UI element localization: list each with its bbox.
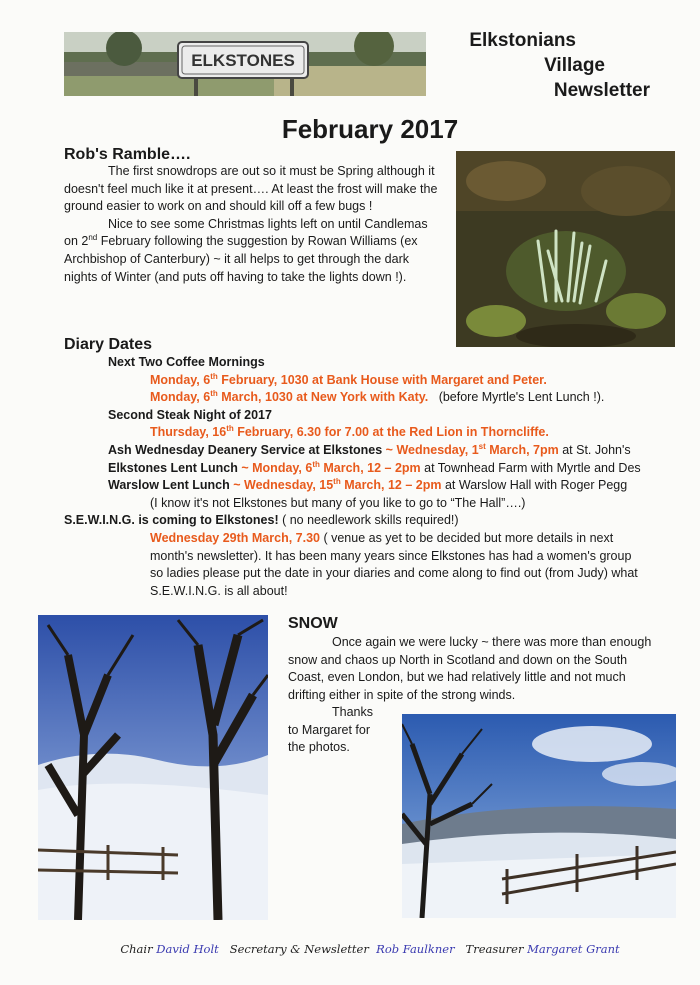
sewing-note: ( no needlework skills required!) (278, 513, 459, 528)
lent-sup: th (312, 459, 320, 469)
lent-place: at Townhead Farm with Myrtle and Des (420, 460, 641, 475)
newsletter-title (469, 28, 650, 103)
warslow-note: (I know it's not Elkstones but many of you like to go to “The Hall”….) (150, 495, 526, 510)
coffee-2-sup: th (210, 389, 218, 399)
secretary-label: Secretary & Newsletter (229, 942, 369, 956)
title-line-1: Elkstonians (469, 30, 576, 51)
warslow-label: Warslow Lent Lunch (108, 478, 230, 493)
snow-landscape-photo (402, 714, 676, 918)
ramble-para-1: The first snowdrops are out so it must be Spring although it doesn't feel much like it at present…. At least the frost will make the ground easier to work on and should kill off a few bugs ! (64, 164, 438, 214)
header-photo (64, 32, 426, 96)
warslow-date-a: ~ Wednesday, 15 (229, 478, 334, 493)
secretary-name: Rob Faulkner (376, 942, 455, 956)
snow-landscape-graphic (402, 714, 676, 918)
footer-officers (0, 942, 700, 956)
coffee-2-b: March, 1030 at New York with Katy. (217, 390, 429, 405)
snowdrops-photo (456, 151, 675, 347)
lent-date-a: ~ Monday, 6 (237, 460, 313, 475)
lent-label: Elkstones Lent Lunch (108, 460, 238, 475)
thanks-line-2: to Margaret for (288, 722, 370, 737)
treasurer-label: Treasurer (465, 942, 524, 956)
ramble-text (64, 163, 438, 286)
thanks-line-3: the photos. (288, 740, 350, 755)
steak-night (150, 424, 700, 442)
thanks-text (288, 704, 373, 757)
warslow-sup: th (333, 477, 341, 486)
sewing-details (150, 530, 640, 600)
month-title: February 2017 (281, 114, 459, 144)
coffee-morning-1 (150, 372, 700, 390)
sewing-heading: S.E.W.I.N.G. is coming to Elkstones! (64, 513, 279, 528)
warslow-place: at Warslow Hall with Roger Pegg (441, 478, 628, 493)
snow-heading: SNOW (288, 615, 338, 632)
elkstones-lent-lunch (108, 460, 700, 478)
chair-label: Chair (120, 942, 153, 956)
winter-trees-photo (38, 615, 268, 920)
village-sign-text: ELKSTONES (191, 51, 295, 70)
sewing-text: ( venue as yet to be decided but more details in next month's newsletter). It has been many years since Elkstones has had a women's group so ladies please put the date in your diaries and come along to find out (from Judy) what S.E.W.I.N.G. is all about! (150, 530, 638, 598)
coffee-1-b: February, 1030 at Bank House with Margaret and Peter. (217, 372, 547, 387)
lent-date-b: March, 12 – 2pm (319, 460, 421, 475)
diary-list (0, 354, 700, 600)
snow-text: Once again we were lucky ~ there was more than enough snow and chaos up North in Scotland and down on the South Coast, even London, but we had relatively little and not much drifting either in spite of the strong winds. (288, 635, 652, 702)
coffee-1-a: Monday, 6 (150, 372, 211, 387)
ash-date-a: ~ Wednesday, 1 (382, 442, 479, 457)
ramble-para-2-a: Nice to see some Christmas lights left on until Candlemas on 2 (64, 216, 428, 249)
coffee-2-a: Monday, 6 (150, 390, 211, 405)
snowdrops-graphic (456, 151, 675, 347)
thanks-line-1: Thanks (332, 705, 373, 719)
diary-heading: Diary Dates (64, 336, 153, 353)
treasurer-name: Margaret Grant (527, 942, 620, 956)
ash-sup: st (478, 441, 486, 451)
coffee-1-sup: th (210, 371, 218, 381)
steak-sup: th (226, 424, 234, 434)
title-line-2: Village (544, 55, 605, 76)
warslow-lent-lunch (108, 477, 700, 495)
ramble-para-2-sup: nd (88, 233, 98, 243)
ramble-para-2-b: February following the suggestion by Rowan Williams (ex Archbishop of Canterbury) ~ it all helps to get through the dark nights of Winter (and puts off having to take the lights down !). (64, 234, 418, 284)
ash-place: at St. John's (558, 442, 631, 457)
coffee-2-note: (before Myrtle's Lent Lunch !). (438, 390, 605, 405)
steak-b: February, 6.30 for 7.00 at the Red Lion in Thorncliffe. (233, 425, 549, 440)
coffee-heading: Next Two Coffee Mornings (108, 355, 265, 369)
coffee-morning-2 (150, 389, 700, 407)
sewing-line (64, 512, 700, 530)
steak-a: Thursday, 16 (150, 425, 227, 440)
ash-date-b: March, 7pm (485, 442, 559, 457)
chair-name: David Holt (156, 942, 219, 956)
ramble-heading: Rob's Ramble…. (64, 146, 191, 163)
ash-wednesday (108, 442, 700, 460)
warslow-date-b: March, 12 – 2pm (340, 478, 442, 493)
sewing-date: Wednesday 29th March, 7.30 (150, 530, 320, 545)
ramble-para-2 (64, 216, 438, 286)
ash-label: Ash Wednesday Deanery Service at Elkstones (108, 442, 383, 457)
winter-trees-graphic (38, 615, 268, 920)
steak-heading: Second Steak Night of 2017 (108, 407, 272, 422)
title-line-3: Newsletter (553, 80, 650, 101)
